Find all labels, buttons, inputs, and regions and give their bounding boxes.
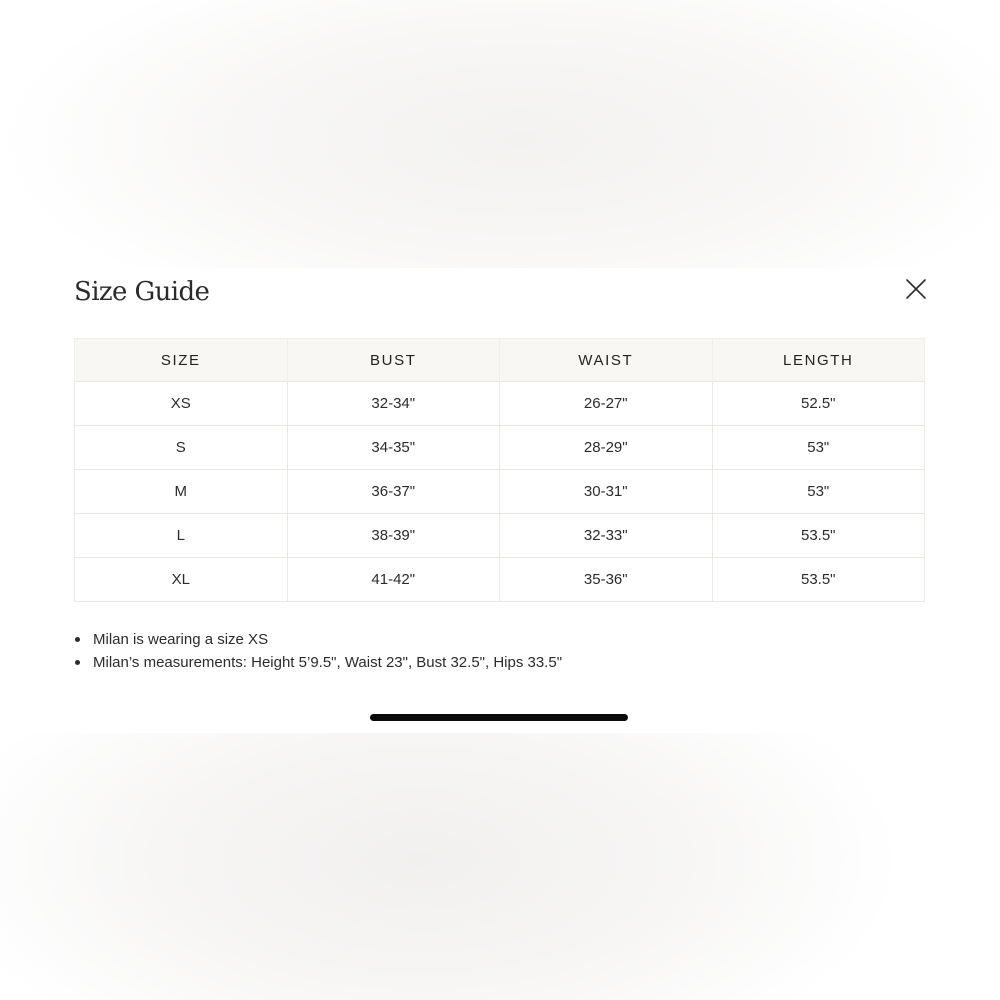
cell-waist: 30-31" (500, 470, 713, 514)
table-row (75, 514, 925, 558)
size-guide-modal (0, 268, 1000, 733)
cell-length: 53.5" (712, 558, 925, 602)
list-item: Milan is wearing a size XS (74, 628, 562, 651)
size-table (74, 338, 925, 602)
cell-size: L (75, 514, 288, 558)
close-icon (901, 274, 931, 304)
cell-length: 53.5" (712, 514, 925, 558)
header-bust: BUST (287, 339, 500, 382)
cell-waist: 32-33" (500, 514, 713, 558)
header-length: LENGTH (712, 339, 925, 382)
cell-bust: 38-39" (287, 514, 500, 558)
cell-waist: 28-29" (500, 426, 713, 470)
modal-title: Size Guide (74, 277, 210, 307)
list-item: Milan’s measurements: Height 5’9.5", Waist 23", Bust 32.5", Hips 33.5" (74, 651, 562, 674)
header-waist: WAIST (500, 339, 713, 382)
cell-bust: 34-35" (287, 426, 500, 470)
model-notes-list (74, 628, 562, 674)
table-row (75, 470, 925, 514)
cell-bust: 32-34" (287, 382, 500, 426)
cell-bust: 41-42" (287, 558, 500, 602)
cell-length: 53" (712, 426, 925, 470)
cell-size: S (75, 426, 288, 470)
cell-waist: 26-27" (500, 382, 713, 426)
cell-length: 52.5" (712, 382, 925, 426)
cell-bust: 36-37" (287, 470, 500, 514)
home-indicator[interactable] (370, 714, 628, 721)
cell-waist: 35-36" (500, 558, 713, 602)
table-row (75, 382, 925, 426)
cell-size: XL (75, 558, 288, 602)
table-header-row (75, 339, 925, 382)
cell-size: XS (75, 382, 288, 426)
table-row (75, 426, 925, 470)
header-size: SIZE (75, 339, 288, 382)
cell-size: M (75, 470, 288, 514)
cell-length: 53" (712, 470, 925, 514)
table-row (75, 558, 925, 602)
close-button[interactable] (901, 274, 931, 304)
